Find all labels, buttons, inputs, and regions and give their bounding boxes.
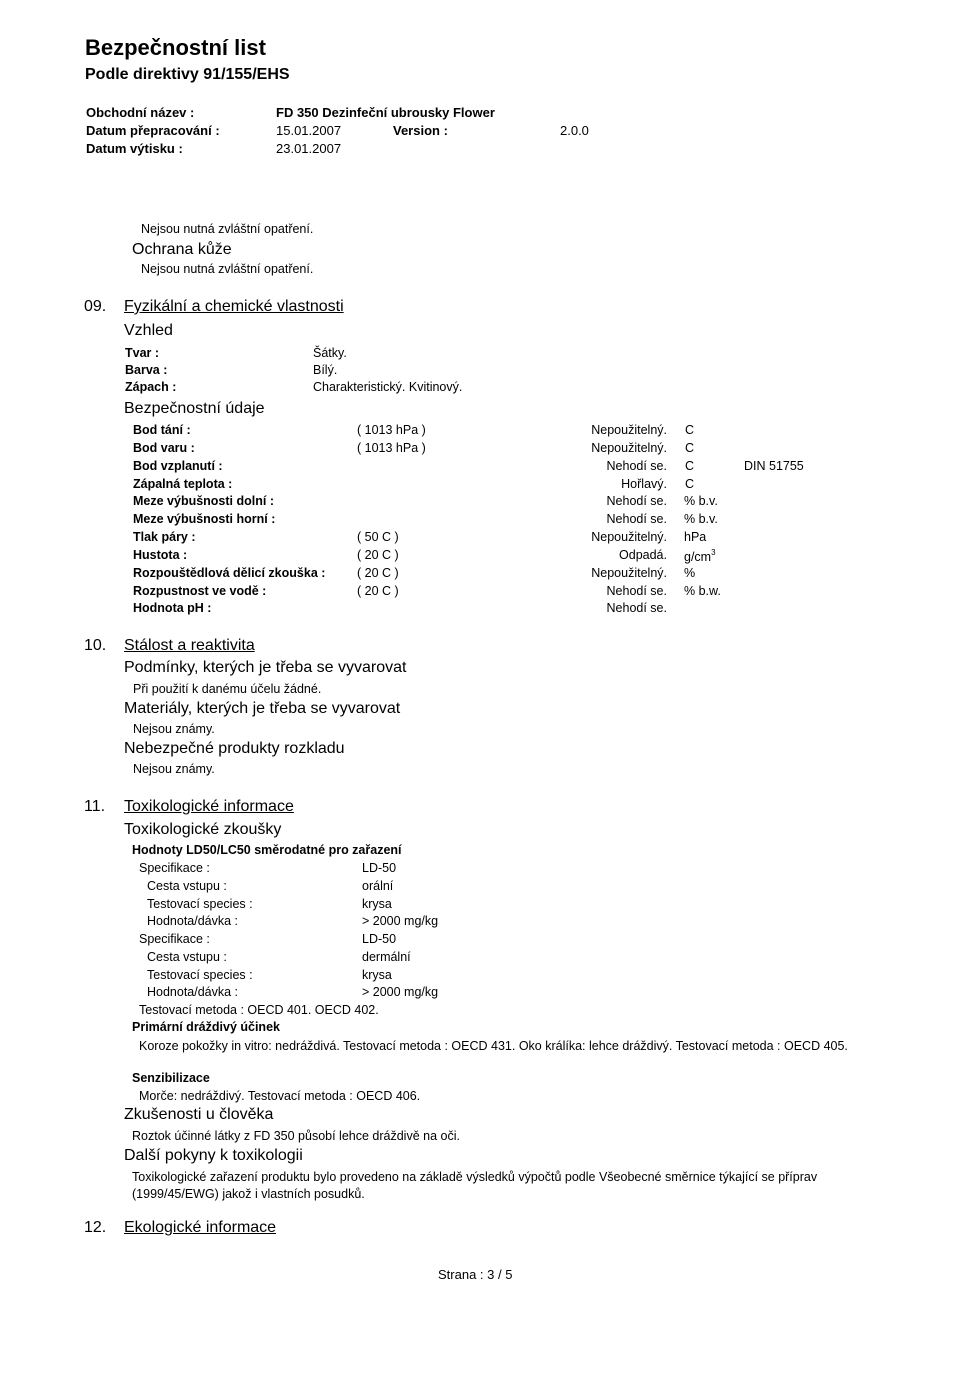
property-value: Nehodí se. (606, 601, 667, 615)
property-condition: ( 1013 hPa ) (357, 423, 426, 437)
property-unit: % b.w. (684, 584, 721, 598)
odor-label: Zápach : (125, 380, 177, 394)
color-label: Barva : (125, 363, 168, 377)
note-text: Nejsou nutná zvláštní opatření. (141, 222, 314, 236)
property-unit (684, 548, 716, 564)
dose-label: Hodnota/dávka : (147, 914, 239, 928)
property-label: Rozpouštědlová dělicí zkouška : (133, 566, 326, 580)
unit-superscript: 3 (711, 548, 716, 557)
property-label: Rozpustnost ve vodě : (133, 584, 267, 598)
property-value: Nepoužitelný. (591, 566, 667, 580)
route-value: dermální (362, 950, 411, 964)
species-value: krysa (362, 968, 392, 982)
test-method-line: Testovací metoda : OECD 401. OECD 402. (139, 1003, 379, 1017)
revision-date-value: 15.01.2007 (276, 123, 342, 138)
route-label: Cesta vstupu : (147, 950, 227, 964)
body-text: Toxikologické zařazení produktu bylo provedeno na základě výsledků výpočtů podle Všeobecné směrnice týkající se příprav (1999/45/EWG) jakož i vlastních posudků. (132, 1170, 818, 1201)
section-title: Stálost a reaktivita (124, 637, 255, 654)
property-unit: C (685, 459, 695, 473)
version-label: Version : (393, 123, 448, 138)
section-number: 12. (84, 1219, 107, 1236)
property-label: Meze výbušnosti horní : (133, 512, 276, 526)
sensitization-heading: Senzibilizace (132, 1071, 210, 1085)
irritation-heading: Primární dráždivý účinek (132, 1020, 280, 1034)
property-value: Nepoužitelný. (591, 441, 667, 455)
species-value: krysa (362, 897, 392, 911)
body-text: Při použití k danému účelu žádné. (133, 682, 322, 696)
property-unit: C (685, 477, 695, 491)
print-date-label: Datum výtisku : (86, 141, 183, 156)
ld50-heading: Hodnoty LD50/LC50 směrodatné pro zařazení (132, 843, 402, 857)
route-value: orální (362, 879, 394, 893)
trade-name-label: Obchodní název : (86, 105, 195, 120)
property-unit: hPa (684, 530, 707, 544)
property-value: Nehodí se. (606, 494, 667, 508)
subheading: Zkušenosti u člověka (124, 1106, 274, 1123)
subheading: Podmínky, kterých je třeba se vyvarovat (124, 659, 407, 676)
document-subtitle: Podle direktivy 91/155/EHS (85, 66, 290, 83)
species-label: Testovací species : (147, 968, 253, 982)
property-unit: % b.v. (684, 494, 718, 508)
spec-value: LD-50 (362, 861, 397, 875)
dose-value: > 2000 mg/kg (362, 914, 439, 928)
body-text: Roztok účinné látky z FD 350 působí lehce dráždivě na oči. (132, 1129, 460, 1143)
odor-value: Charakteristický. Kvitinový. (313, 380, 463, 394)
property-value: Nepoužitelný. (591, 423, 667, 437)
property-value: Hořlavý. (621, 477, 667, 491)
page-number: Strana : 3 / 5 (438, 1267, 513, 1282)
property-label: Hodnota pH : (133, 601, 212, 615)
revision-date-label: Datum přepracování : (86, 123, 220, 138)
color-value: Bílý. (313, 363, 338, 377)
property-label: Meze výbušnosti dolní : (133, 494, 274, 508)
property-condition: ( 20 C ) (357, 566, 399, 580)
dose-value: > 2000 mg/kg (362, 985, 439, 999)
safety-data-heading: Bezpečnostní údaje (124, 400, 265, 417)
section-title: Toxikologické informace (124, 798, 294, 815)
appearance-heading: Vzhled (124, 322, 173, 339)
property-value: Odpadá. (619, 548, 667, 562)
skin-protection-heading: Ochrana kůže (132, 241, 232, 258)
property-unit: C (685, 423, 695, 437)
property-value: Nehodí se. (606, 459, 667, 473)
body-text: Nejsou známy. (133, 762, 215, 776)
subheading: Toxikologické zkoušky (124, 821, 282, 838)
property-label: Bod tání : (133, 423, 191, 437)
property-unit: C (685, 441, 695, 455)
subheading: Nebezpečné produkty rozkladu (124, 740, 345, 757)
property-condition: ( 20 C ) (357, 548, 399, 562)
property-unit: % b.v. (684, 512, 718, 526)
version-value: 2.0.0 (560, 123, 589, 138)
print-date-value: 23.01.2007 (276, 141, 342, 156)
subheading: Materiály, kterých je třeba se vyvarovat (124, 700, 401, 717)
property-label: Hustota : (133, 548, 188, 562)
form-value: Šátky. (313, 346, 347, 360)
spec-label: Specifikace : (139, 861, 210, 875)
body-text: Nejsou známy. (133, 722, 215, 736)
subheading: Další pokyny k toxikologii (124, 1147, 303, 1164)
spec-label: Specifikace : (139, 932, 210, 946)
property-method: DIN 51755 (744, 459, 804, 473)
dose-label: Hodnota/dávka : (147, 985, 239, 999)
trade-name-value: FD 350 Dezinfeční ubrousky Flower (276, 105, 495, 120)
property-condition: ( 50 C ) (357, 530, 399, 544)
spec-value: LD-50 (362, 932, 397, 946)
section-number: 10. (84, 637, 107, 654)
section-title: Fyzikální a chemické vlastnosti (124, 298, 344, 315)
form-label: Tvar : (125, 346, 160, 360)
irritation-text: Koroze pokožky in vitro: nedráždivá. Testovací metoda : OECD 431. Oko králíka: lehce dráždivý. Testovací metoda : OECD 405. (139, 1039, 848, 1053)
sensitization-text: Morče: nedráždivý. Testovací metoda : OECD 406. (139, 1089, 421, 1103)
property-label: Bod vzplanutí : (133, 459, 223, 473)
property-condition: ( 20 C ) (357, 584, 399, 598)
note-text: Nejsou nutná zvláštní opatření. (141, 262, 314, 276)
property-label: Zápalná teplota : (133, 477, 233, 491)
property-value: Nepoužitelný. (591, 530, 667, 544)
section-number: 09. (84, 298, 107, 315)
route-label: Cesta vstupu : (147, 879, 227, 893)
unit-text: g/cm (684, 550, 712, 564)
property-label: Tlak páry : (133, 530, 196, 544)
property-label: Bod varu : (133, 441, 195, 455)
property-condition: ( 1013 hPa ) (357, 441, 426, 455)
section-title: Ekologické informace (124, 1219, 277, 1236)
species-label: Testovací species : (147, 897, 253, 911)
property-unit: % (684, 566, 696, 580)
document-title: Bezpečnostní list (85, 35, 266, 60)
section-number: 11. (84, 798, 106, 815)
property-value: Nehodí se. (606, 512, 667, 526)
property-value: Nehodí se. (606, 584, 667, 598)
